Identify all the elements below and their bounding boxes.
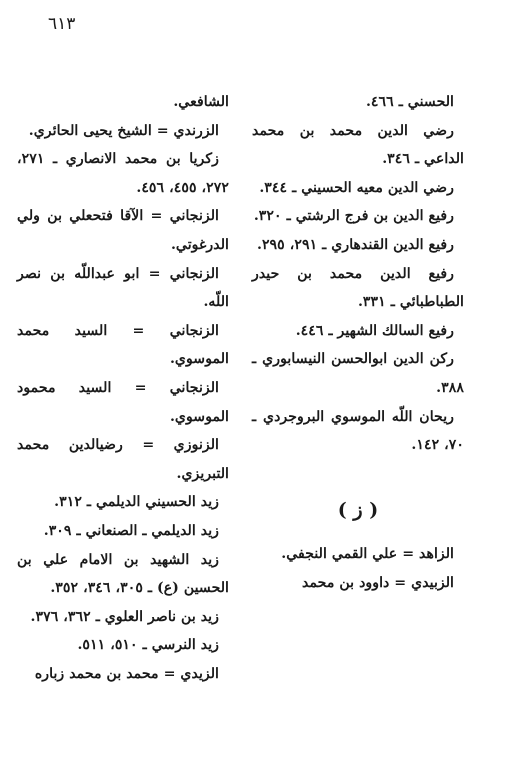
index-column-left [17,88,229,688]
index-entry: زيد الشهيد بن الامام علي بن الحسين (ع) ـ ٣٠٥، ٣٤٦، ٣٥٢. [17,551,229,597]
index-entry: ركن الدين ابوالحسن النيسابوري ـ ٣٨٨. [252,351,464,396]
index-entry: رضي الدين محمد بن محمد الداعي ـ ٣٤٦. [252,122,464,168]
index-entry: الزنجاني = ابو عبداللّه بن نصر اللّه. [17,265,229,311]
index-entry: الزيدي = محمد بن محمد زباره [34,665,219,682]
index-entry: رفيع الدين محمد بن حيدر الطباطبائي ـ ٣٣١. [252,265,464,311]
index-entry: رفيع الدين بن فرج الرشتي ـ ٣٢٠. [253,208,454,225]
index-entry: الزنوزي = رضيالدين محمد التبريزي. [17,437,229,482]
index-entry: الزبيدي = داوود بن محمد [302,574,454,591]
index-entry: الزاهد = علي القمي النجفي. [281,546,454,563]
index-entry: زيد الديلمي ـ الصنعاني ـ ٣٠٩. [43,522,219,539]
index-entry: الزنجاني = السيد محمد الموسوي. [17,322,229,368]
index-entry: الحسني ـ ٤٦٦. [365,94,454,110]
index-entry: رفيع السالك الشهير ـ ٤٤٦. [295,322,454,339]
index-entry: الزنجاني = الآقا فتحعلي بن ولي الدرغوتي. [17,208,229,253]
section-letter-heading: ( ز ) [337,498,379,521]
index-entry: زيد الحسيني الديلمي ـ ٣١٢. [54,494,219,511]
page-number: ٦١٣ [48,14,76,34]
index-entry: زيد بن ناصر العلوي ـ ٣٦٢، ٣٧٦. [30,608,219,625]
index-entry: زكريا بن محمد الانصاري ـ ٢٧١، ٢٧٢، ٤٥٥، ٤٥٦. [17,151,229,196]
index-entry: زيد النرسي ـ ٥١٠، ٥١١. [77,637,219,654]
index-entry: الشافعي. [173,94,229,110]
index-entry: ريحان اللّه الموسوي البروجردي ـ ٧٠، ١٤٢. [252,408,464,454]
index-entry: رضي الدين معيه الحسيني ـ ٣٤٤. [259,179,454,196]
index-entry: رفيع الدين القندهاري ـ ٢٩١، ٢٩٥. [256,236,454,253]
index-column-right [252,88,464,598]
index-entry: الزنجاني = السيد محمود الموسوي. [17,379,229,425]
index-entry: الزرندي = الشيخ يحيى الحائري. [28,122,219,139]
